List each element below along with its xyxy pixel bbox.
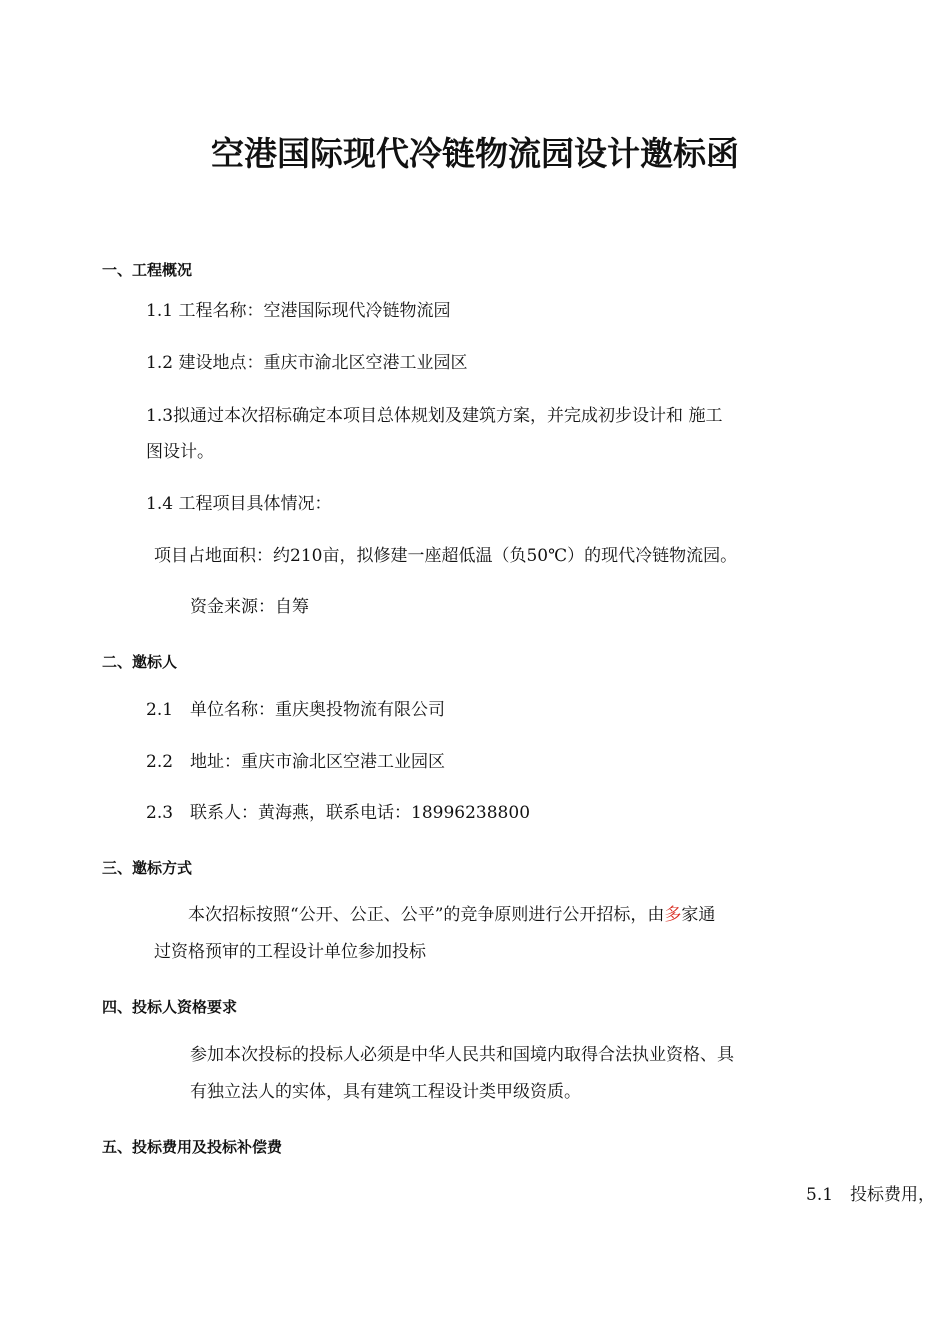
item-2-2: 2.2 地址：重庆市渝北区空港工业园区 [146, 752, 446, 772]
item-2-1: 2.1 单位名称：重庆奥投物流有限公司 [146, 700, 446, 720]
item-5-1: 5.1 投标费用， [806, 1185, 936, 1205]
invitation-method-line2: 过资格预审的工程设计单位参加投标 [154, 942, 426, 962]
section-heading-5: 五、投标费用及投标补偿费 [102, 1138, 283, 1156]
section-heading-2: 二、邀标人 [102, 653, 178, 671]
item-1-2: 1.2 建设地点：重庆市渝北区空港工业园区 [146, 353, 468, 373]
section-heading-4: 四、投标人资格要求 [102, 998, 238, 1016]
item-1-3-line1: 1.3拟通过本次招标确定本项目总体规划及建筑方案，并完成初步设计和 施工 [146, 406, 723, 426]
invitation-method-line1 [188, 905, 715, 925]
item-1-1: 1.1 工程名称：空港国际现代冷链物流园 [146, 301, 451, 321]
funding-source-text: 资金来源：自筹 [190, 597, 309, 617]
section-heading-3: 三、邀标方式 [102, 859, 193, 877]
invitation-method-text-b: 家通 [681, 905, 716, 925]
item-2-3: 2.3 联系人：黄海燕，联系电话：18996238800 [146, 803, 531, 823]
qualification-line2: 有独立法人的实体，具有建筑工程设计类甲级资质。 [190, 1082, 581, 1102]
document-title: 空港国际现代冷链物流园设计邀标函 [211, 134, 739, 173]
highlighted-word: 多 [664, 905, 682, 925]
site-area-text: 项目占地面积：约210亩，拟修建一座超低温（负50℃）的现代冷链物流园。 [154, 546, 738, 566]
item-1-3-line2: 图设计。 [146, 442, 214, 462]
section-heading-1: 一、工程概况 [102, 261, 193, 279]
invitation-method-text-a: 本次招标按照“公开、公正、公平”的竞争原则进行公开招标，由 [188, 905, 665, 925]
item-1-4: 1.4 工程项目具体情况： [146, 494, 332, 514]
qualification-line1: 参加本次投标的投标人必须是中华人民共和国境内取得合法执业资格、具 [190, 1045, 734, 1065]
